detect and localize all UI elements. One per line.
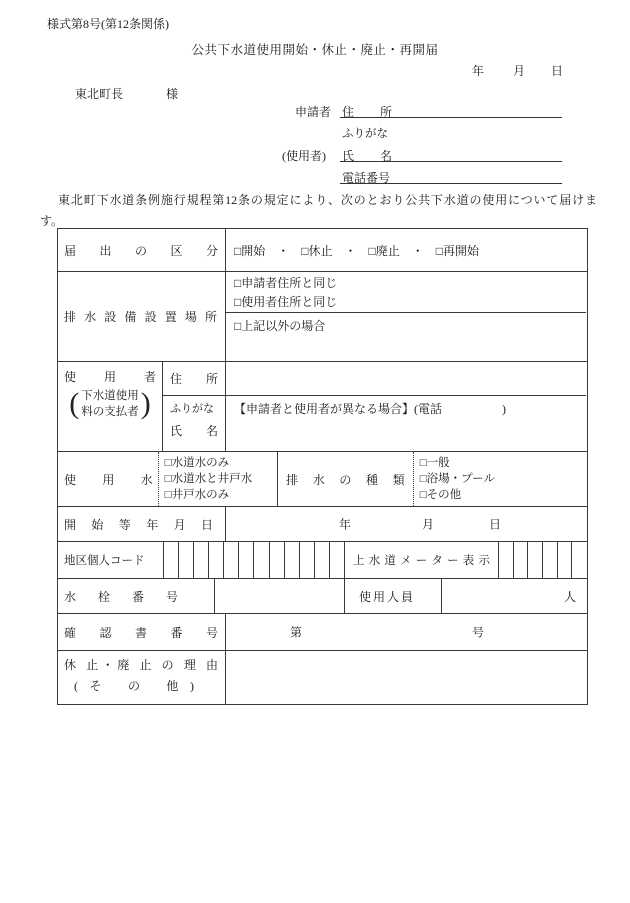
start-month-label: 月	[422, 517, 435, 532]
option-other-drain[interactable]: □その他	[419, 489, 462, 501]
row-confirmation-number	[58, 613, 587, 650]
paren-close: )	[140, 387, 151, 420]
applicant-name-label: 氏 名	[342, 149, 392, 163]
paren-open: (	[69, 387, 80, 420]
user-entry-column	[225, 362, 586, 451]
user-role-label: (使用者)	[282, 149, 326, 163]
digit-box[interactable]	[178, 542, 193, 578]
start-date-label-cell	[58, 507, 225, 541]
applicant-address-field[interactable]	[340, 116, 562, 118]
water-options-cell	[158, 452, 278, 506]
start-day-label: 日	[489, 517, 502, 532]
notification-type-options[interactable]: □開始 ・ □休止 ・ □廃止 ・ □再開始	[234, 243, 479, 258]
date-day-label: 日	[551, 64, 564, 78]
meter-label: 上 水 道 メ ー タ ー 表 示	[353, 555, 490, 567]
water-label-cell	[58, 452, 158, 506]
notification-type-label: 届 出 の 区 分	[64, 243, 218, 258]
notification-type-label-cell	[58, 229, 225, 271]
district-code-label: 地区個人コード	[64, 555, 145, 567]
digit-box[interactable]	[314, 542, 329, 578]
confirmation-suffix: 号	[472, 625, 485, 640]
digit-box[interactable]	[527, 542, 542, 578]
option-general[interactable]: □一般	[419, 457, 450, 469]
row-water-and-drain-type	[58, 451, 587, 506]
digit-box[interactable]	[253, 542, 268, 578]
faucet-label-cell	[58, 579, 214, 613]
digit-box[interactable]	[193, 542, 208, 578]
user-label: 使 用 者	[64, 370, 156, 384]
confirmation-label: 確 認 書 番 号	[64, 625, 218, 640]
user-name-label: 氏 名	[170, 423, 218, 438]
notification-type-options-cell	[225, 229, 586, 271]
addressee: 東北町長	[75, 87, 124, 101]
user-name-label-cell	[163, 395, 225, 451]
option-same-as-applicant[interactable]: □申請者住所と同じ	[234, 276, 338, 290]
digit-box[interactable]	[208, 542, 223, 578]
applicant-role-label: 申請者	[295, 105, 332, 119]
digit-box[interactable]	[542, 542, 557, 578]
drain-type-label-cell	[277, 452, 413, 506]
option-waterworks-and-well[interactable]: □水道水と井戸水	[164, 473, 253, 485]
reason-label-cell	[58, 651, 225, 704]
applicant-phone-field[interactable]	[340, 182, 562, 184]
drain-location-same-cell	[226, 272, 586, 312]
reason-field[interactable]	[225, 651, 586, 704]
date-year-label: 年	[472, 64, 485, 78]
district-code-label-cell	[58, 542, 163, 578]
faucet-number-field[interactable]	[214, 579, 344, 613]
occupants-unit-label: 人	[563, 589, 576, 604]
drain-type-options-cell	[413, 452, 587, 506]
option-waterworks-only[interactable]: □水道水のみ	[164, 457, 230, 469]
applicant-address-label: 住 所	[342, 105, 392, 119]
user-address-label-cell	[163, 362, 225, 395]
user-sublabel-column	[162, 362, 225, 451]
digit-box[interactable]	[299, 542, 314, 578]
digit-box[interactable]	[329, 542, 344, 578]
digit-box[interactable]	[223, 542, 238, 578]
district-code-boxes	[163, 542, 344, 578]
date-month-label: 月	[513, 64, 526, 78]
start-date-field[interactable]	[225, 507, 586, 541]
occupants-label: 使用人員	[359, 589, 416, 604]
digit-box[interactable]	[499, 542, 513, 578]
row-district-code	[58, 541, 587, 578]
row-notification-type	[58, 229, 587, 271]
applicant-furigana-label: ふりがな	[342, 128, 388, 140]
form-table	[57, 228, 588, 705]
applicant-phone-label: 電話番号	[342, 171, 391, 185]
confirmation-number-field[interactable]	[225, 614, 586, 650]
intro-line2: す。	[40, 214, 64, 228]
reason-label-line2: (そ の 他)	[74, 679, 194, 693]
form-number: 様式第8号(第12条関係)	[47, 17, 169, 31]
occupants-field[interactable]	[441, 579, 586, 613]
option-well-only[interactable]: □井戸水のみ	[164, 489, 230, 501]
drain-location-label: 排 水 設 備 設 置 場 所	[64, 310, 217, 324]
water-label: 使 用 水	[64, 472, 153, 487]
start-date-label: 開 始 等 年 月 日	[64, 517, 213, 532]
option-same-as-user[interactable]: □使用者住所と同じ	[234, 295, 338, 309]
digit-box[interactable]	[513, 542, 528, 578]
meter-label-cell	[344, 542, 498, 578]
applicant-name-field[interactable]	[340, 160, 562, 162]
digit-box[interactable]	[571, 542, 586, 578]
digit-box[interactable]	[164, 542, 178, 578]
digit-box[interactable]	[238, 542, 253, 578]
user-address-field[interactable]	[226, 362, 586, 395]
row-reason	[58, 650, 587, 704]
drain-location-other-cell	[226, 312, 586, 361]
digit-box[interactable]	[557, 542, 572, 578]
user-name-field[interactable]	[226, 395, 586, 451]
row-start-date	[58, 506, 587, 541]
digit-box[interactable]	[284, 542, 299, 578]
confirmation-label-cell	[58, 614, 225, 650]
faucet-label: 水 栓 番 号	[64, 589, 178, 604]
drain-location-label-cell	[58, 272, 225, 361]
option-bath-pool[interactable]: □浴場・プール	[419, 473, 496, 485]
drain-location-options-cell	[225, 272, 586, 361]
page-title: 公共下水道使用開始・休止・廃止・再開届	[191, 43, 439, 57]
addressee-honorific: 様	[166, 87, 179, 101]
row-drain-location	[58, 271, 587, 361]
intro-line1: 東北町下水道条例施行規程第12条の規定により、次のとおり公共下水道の使用について届けま	[58, 193, 597, 207]
option-other-location[interactable]: □上記以外の場合	[234, 319, 326, 333]
user-address-label: 住 所	[170, 371, 218, 386]
reason-label-line1: 休 止・廃 止 の 理 由	[64, 658, 218, 672]
payer-line2: 料の支払者	[81, 406, 139, 418]
digit-box[interactable]	[269, 542, 284, 578]
user-different-note: 【申請者と使用者が異なる場合】(電話 )	[234, 401, 506, 416]
start-year-label: 年	[339, 517, 352, 532]
meter-boxes	[498, 542, 586, 578]
user-label-cell	[58, 362, 162, 451]
confirmation-prefix: 第	[290, 625, 303, 640]
payer-line1: 下水道使用	[81, 390, 139, 402]
payer-note	[58, 385, 162, 421]
user-furigana-label: ふりがな	[170, 402, 214, 415]
drain-type-label: 排 水 の 種 類	[286, 472, 405, 487]
row-faucet-number	[58, 578, 587, 613]
row-user	[58, 361, 587, 451]
occupants-label-cell	[344, 579, 441, 613]
